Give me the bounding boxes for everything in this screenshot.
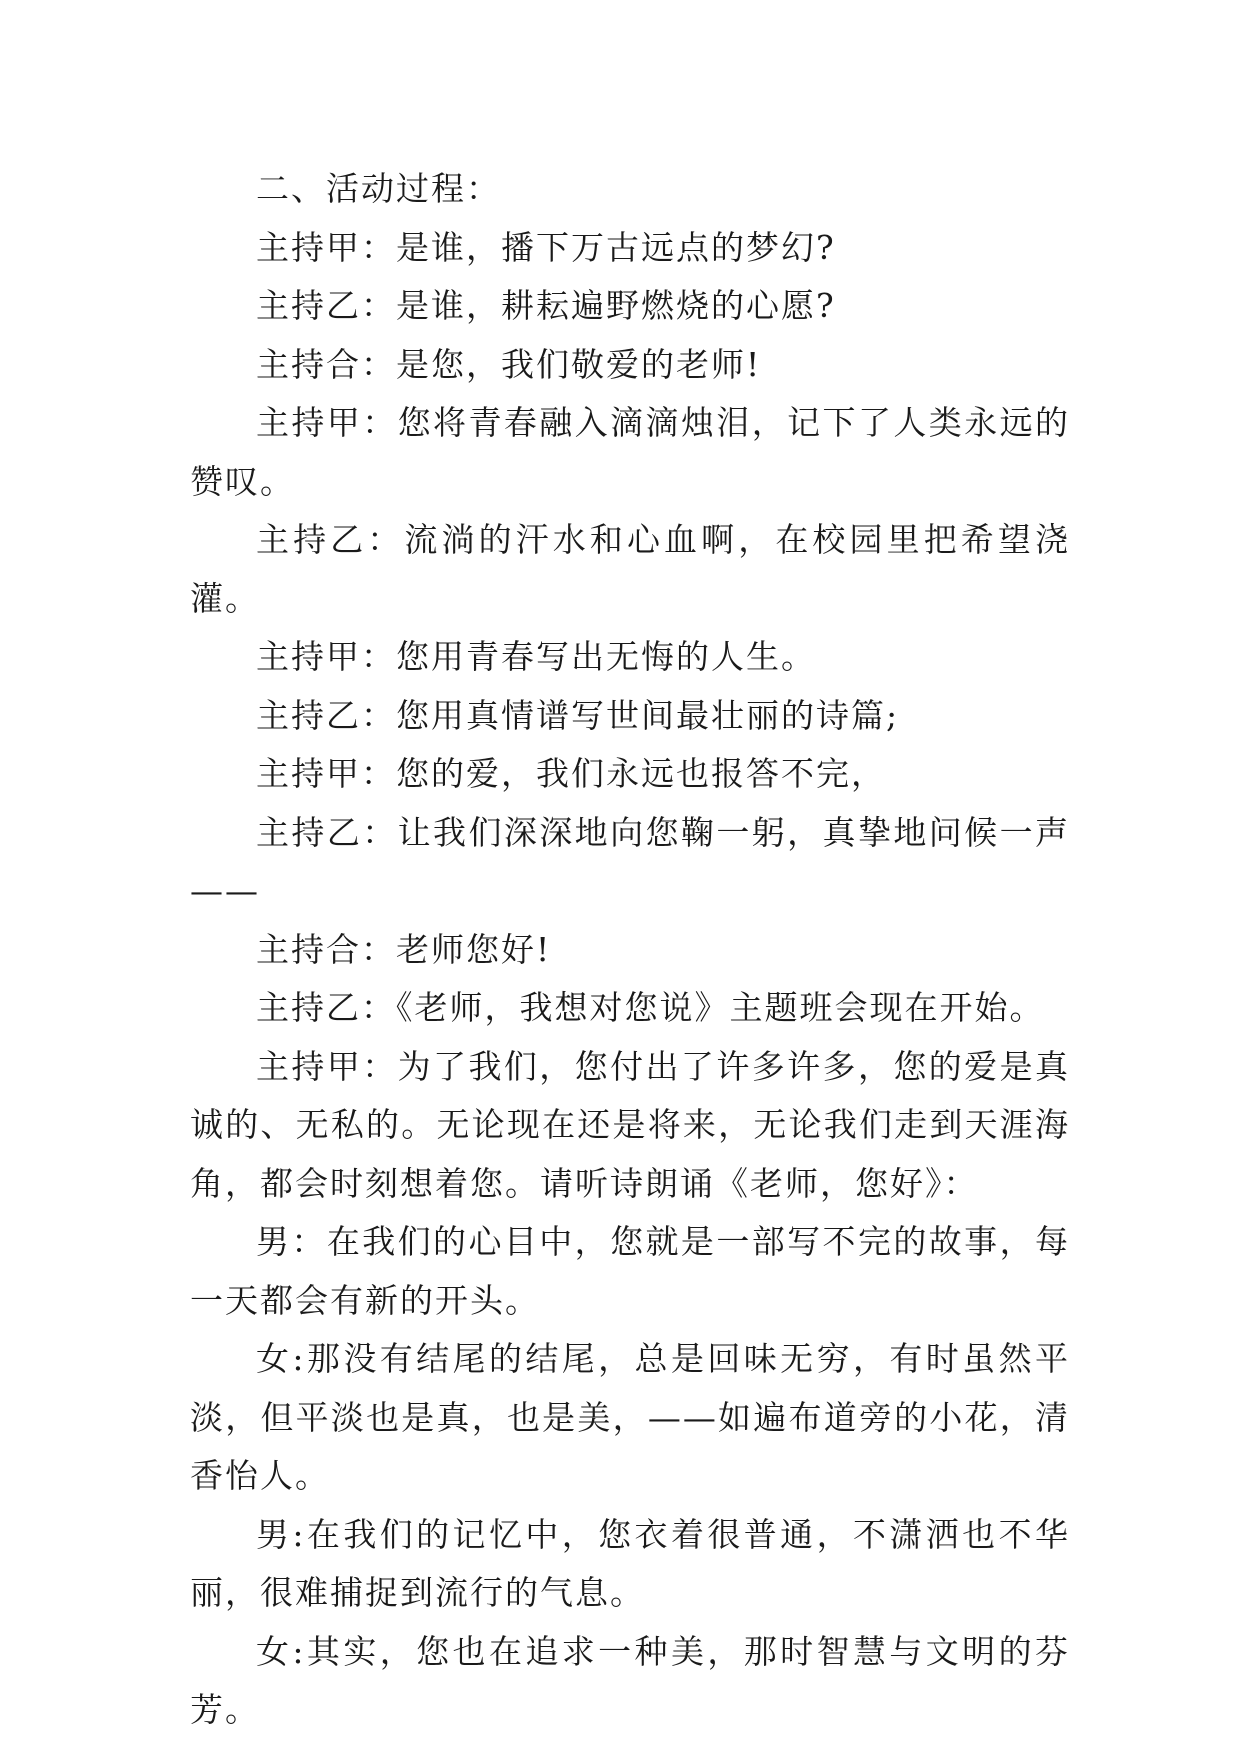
paragraph: 主持乙：《老师，我想对您说》主题班会现在开始。 xyxy=(256,988,1045,1027)
document-body xyxy=(190,160,1070,1740)
paragraph: 女:那没有结尾的结尾，总是回味无穷，有时虽然平淡，但平淡也是真，也是美，——如遍布道旁的小花，清香怡人。 xyxy=(190,1339,1070,1495)
paragraph: 女:其实，您也在追求一种美，那时智慧与文明的芬芳。 xyxy=(190,1631,1070,1729)
paragraph: 主持甲：是谁，播下万古远点的梦幻? xyxy=(256,227,836,267)
paragraph: 主持甲：为了我们，您付出了许多许多，您的爱是真诚的、无私的。无论现在还是将来，无论我们走到天涯海角，都会时刻想着您。请听诗朗诵《老师，您好》： xyxy=(190,1046,1070,1203)
paragraph: 主持合：老师您好! xyxy=(256,929,552,969)
paragraph: 男:在我们的记忆中，您衣着很普通，不潇洒也不华丽，很难捕捉到流行的气息。 xyxy=(190,1514,1070,1612)
paragraph-section-heading: 二、活动过程： xyxy=(256,169,501,208)
paragraph: 主持乙：流淌的汗水和心血啊，在校园里把希望浇灌。 xyxy=(190,520,1070,618)
paragraph: 男：在我们的心目中，您就是一部写不完的故事，每一天都会有新的开头。 xyxy=(190,1222,1070,1320)
paragraph: 主持乙：您用真情谱写世间最壮丽的诗篇; xyxy=(256,695,900,735)
paragraph: 主持甲：您的爱，我们永远也报答不完， xyxy=(256,754,886,793)
paragraph: 主持乙：是谁，耕耘遍野燃烧的心愿? xyxy=(256,286,836,325)
paragraph: 主持甲：您将青春融入滴滴烛泪，记下了人类永远的赞叹。 xyxy=(190,403,1070,501)
paragraph: 主持合：是您，我们敬爱的老师! xyxy=(256,344,762,384)
paragraph: 主持乙：让我们深深地向您鞠一躬，真挚地问候一声—— xyxy=(190,812,1070,910)
paragraph: 主持甲：您用青春写出无悔的人生。 xyxy=(256,637,816,676)
